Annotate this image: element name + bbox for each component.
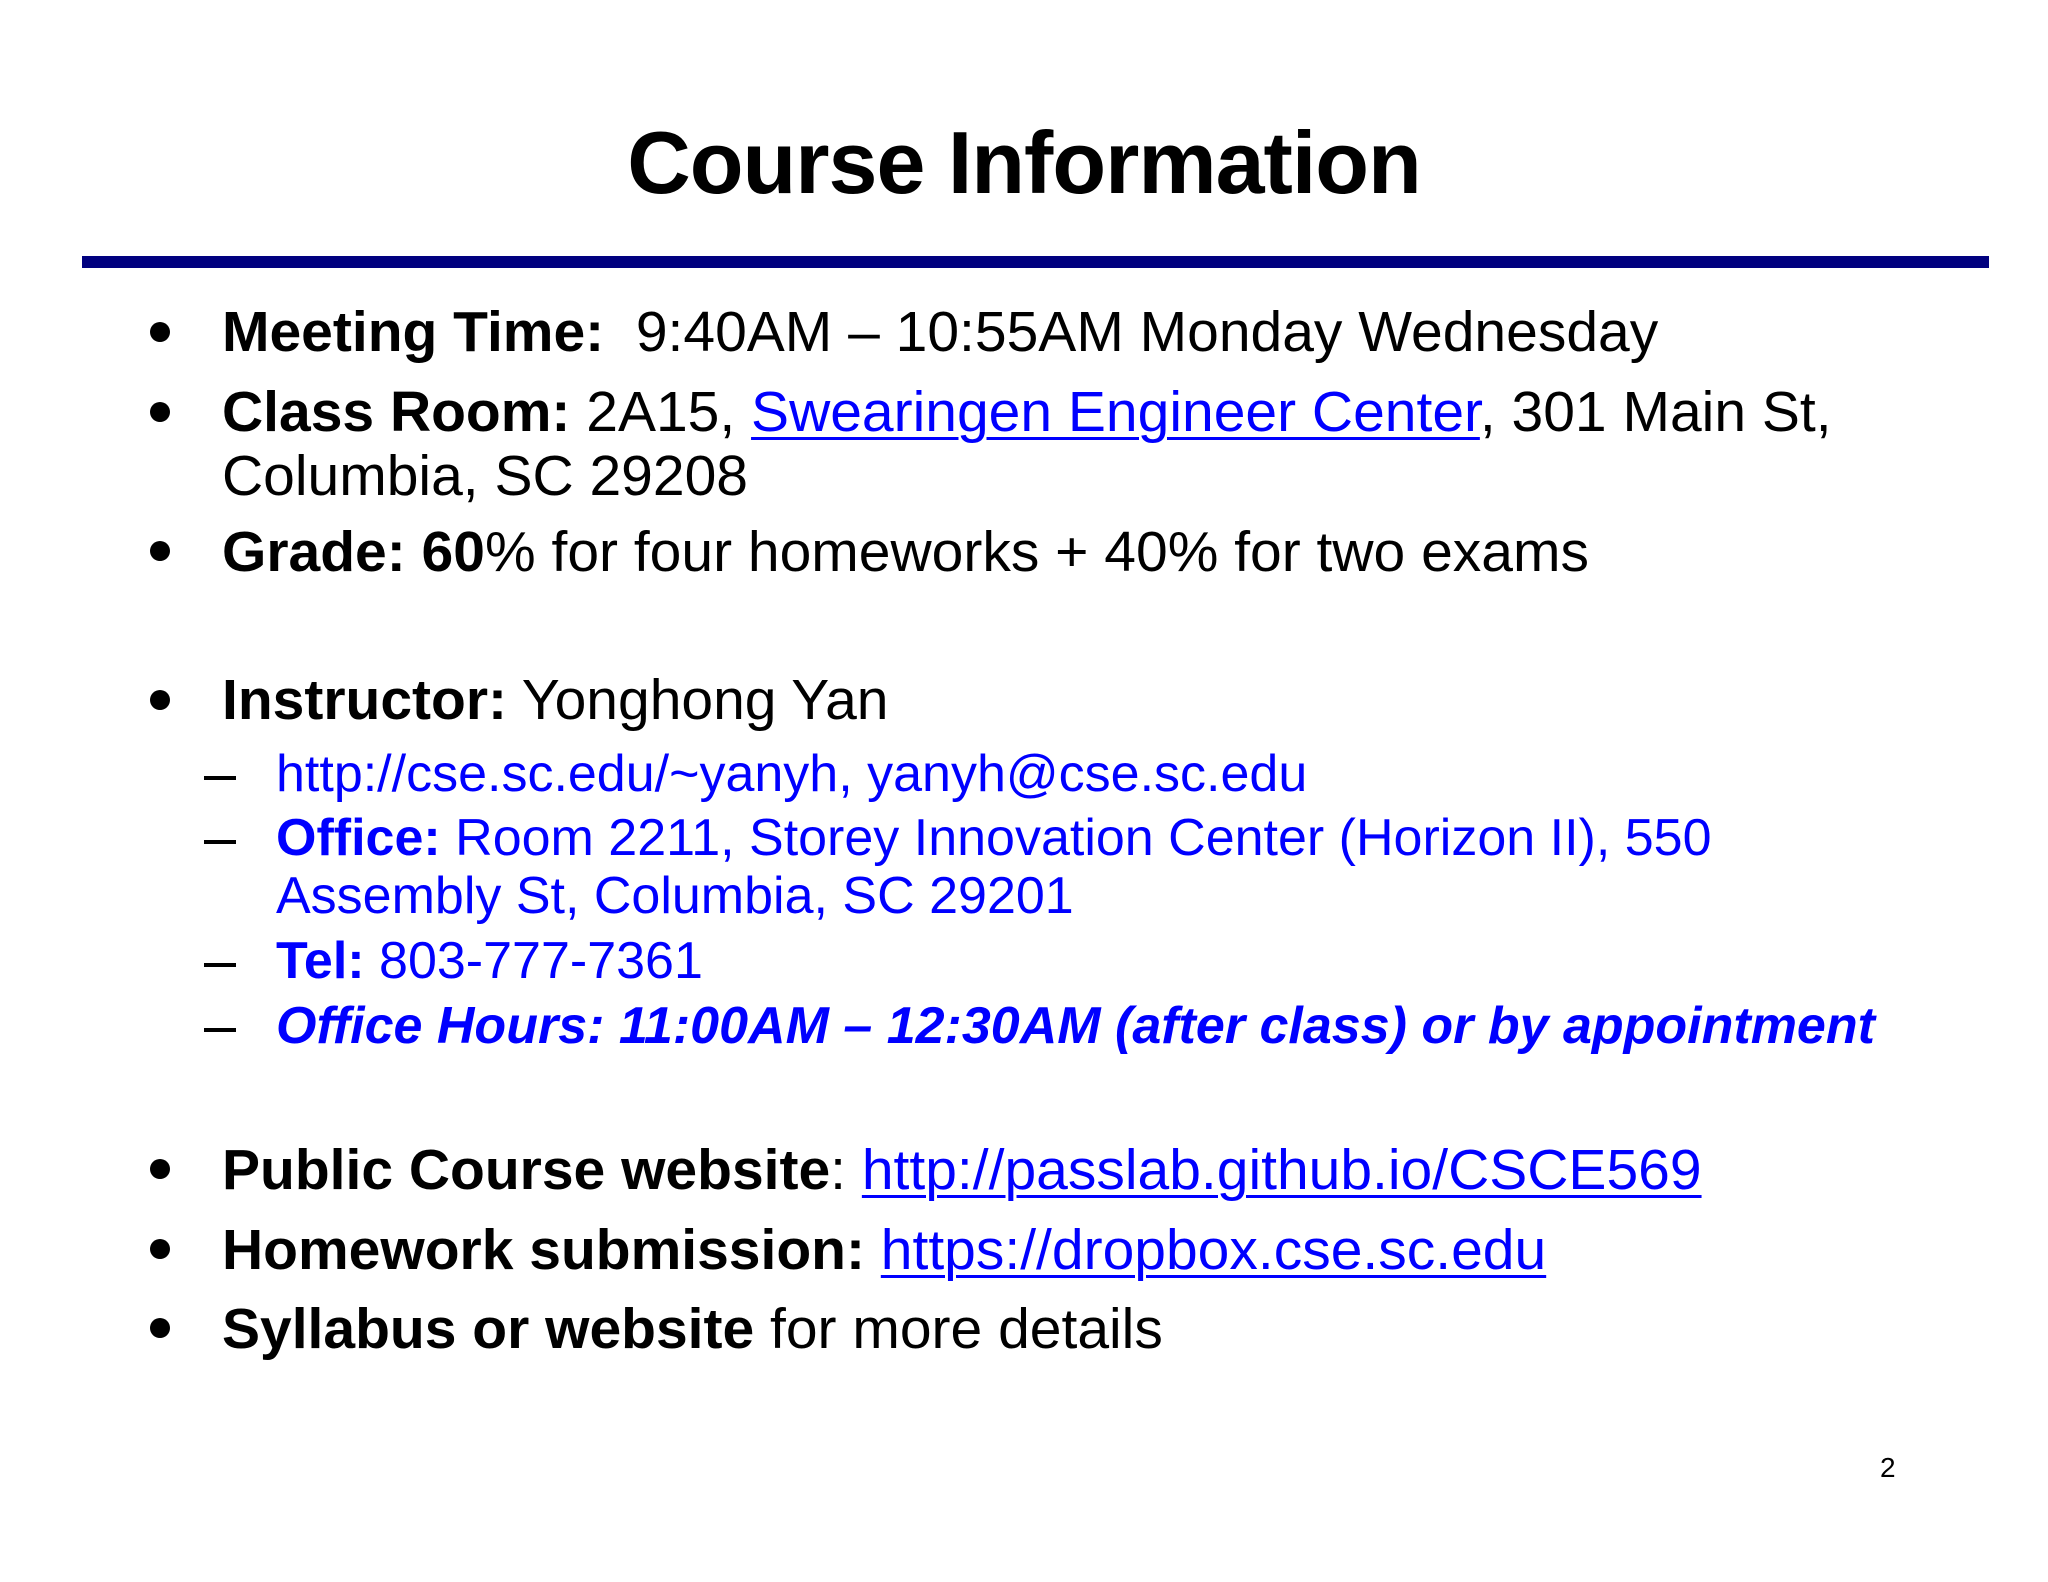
dash-icon — [204, 840, 236, 844]
website-item — [222, 1138, 1702, 1202]
instructor-item — [222, 668, 889, 732]
office-line2: Assembly St, Columbia, SC 29201 — [276, 867, 1074, 925]
tel-value: 803-777-7361 — [364, 932, 703, 990]
office-line1: Room 2211, Storey Innovation Center (Horizon II), 550 — [440, 809, 1712, 867]
office-hours: Office Hours: 11:00AM – 12:30AM (after class) or by appointment — [276, 997, 1875, 1055]
grade-value: % for four homeworks + 40% for two exams — [484, 520, 1589, 584]
dash-icon — [204, 963, 236, 967]
website-separator: : — [830, 1138, 862, 1202]
meeting-time-item — [222, 300, 1658, 364]
instructor-name: Yonghong Yan — [507, 668, 889, 732]
submission-label: Homework submission: — [222, 1218, 865, 1282]
submission-separator — [865, 1218, 881, 1282]
meeting-time-label: Meeting Time: — [222, 300, 605, 364]
classroom-address-line1: , 301 Main St, — [1479, 380, 1832, 444]
page-number: 2 — [1880, 1452, 1896, 1483]
instructor-contact[interactable]: http://cse.sc.edu/~yanyh, yanyh@cse.sc.edu — [276, 745, 1308, 803]
bullet-icon — [150, 1159, 170, 1179]
bullet-icon — [150, 402, 170, 422]
bullet-icon — [150, 541, 170, 561]
dash-icon — [204, 776, 236, 780]
office-label: Office: — [276, 809, 441, 867]
bullet-icon — [150, 322, 170, 342]
slide-title: Course Information — [627, 113, 1421, 212]
bullet-icon — [150, 690, 170, 710]
syllabus-label: Syllabus or website — [222, 1297, 755, 1361]
website-link[interactable]: http://passlab.github.io/CSCE569 — [861, 1138, 1702, 1202]
tel-item — [276, 932, 703, 990]
classroom-item — [222, 380, 1832, 444]
submission-link[interactable]: https://dropbox.cse.sc.edu — [880, 1218, 1547, 1282]
grade-label: Grade: 60 — [222, 520, 485, 584]
dash-icon — [204, 1028, 236, 1032]
instructor-label: Instructor: — [222, 668, 507, 732]
syllabus-value: for more details — [754, 1297, 1163, 1361]
classroom-room: 2A15, — [570, 380, 752, 444]
syllabus-item — [222, 1297, 1163, 1361]
submission-item — [222, 1218, 1546, 1282]
bullet-icon — [150, 1239, 170, 1259]
website-label: Public Course website — [222, 1138, 831, 1202]
office-item — [276, 809, 1712, 867]
grade-item — [222, 520, 1589, 584]
tel-label: Tel: — [276, 932, 365, 990]
meeting-time-value: 9:40AM – 10:55AM Monday Wednesday — [604, 300, 1659, 364]
classroom-address-line2: Columbia, SC 29208 — [222, 444, 748, 508]
bullet-icon — [150, 1318, 170, 1338]
classroom-label: Class Room: — [222, 380, 571, 444]
building-link[interactable]: Swearingen Engineer Center — [751, 380, 1480, 444]
title-divider — [82, 256, 1989, 268]
